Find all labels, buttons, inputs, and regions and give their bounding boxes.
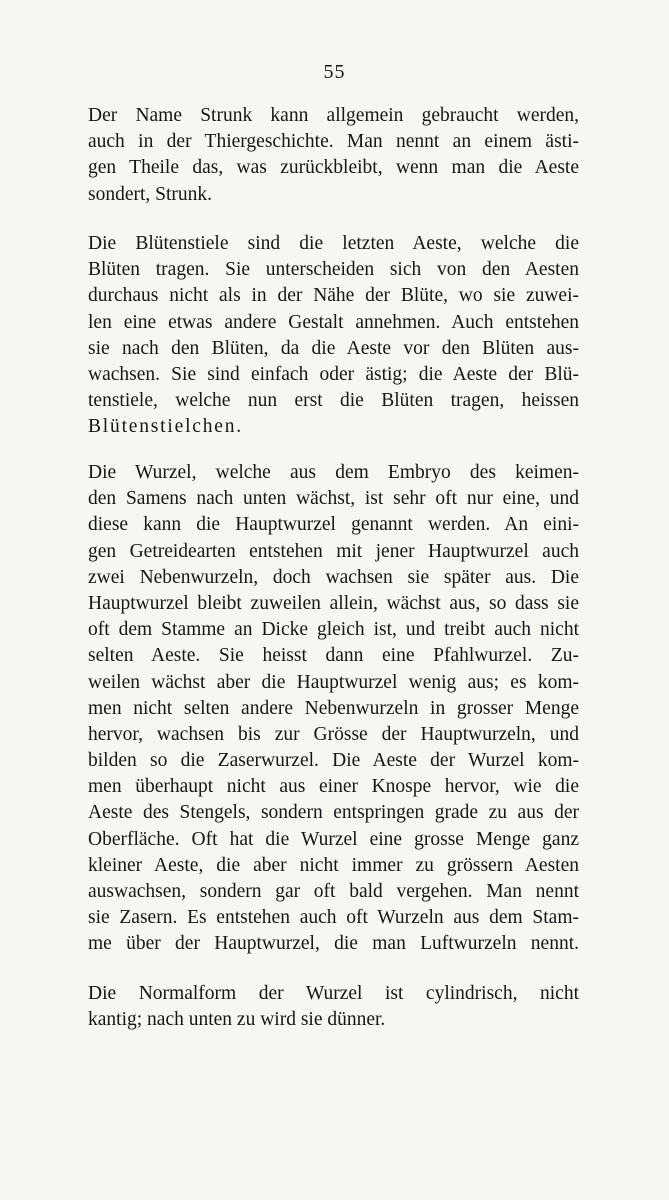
paragraph-normalform [88,981,579,1033]
text-line: Blütenstielchen. [88,416,243,438]
page-number: 55 [323,61,346,83]
text-line: Die Wurzel, welche aus dem Embryo des keimen- [88,462,579,483]
text-line: gen Theile das, was zurückbleibt, wenn man die Aeste [88,157,579,179]
text-line: me über der Hauptwurzel, die man Luftwurzeln nennt. [88,933,579,955]
text-line: Oberfläche. Oft hat die Wurzel eine grosse Menge ganz [88,828,579,850]
text-line: selten Aeste. Sie heisst dann eine Pfahlwurzel. Zu- [88,645,579,667]
text-line: weilen wächst aber die Hauptwurzel wenig aus; es kom- [88,671,579,693]
text-line: sie Zasern. Es entstehen auch oft Wurzeln aus dem Stam- [88,907,579,929]
text-line: Hauptwurzel bleibt zuweilen allein, wächst aus, so dass sie [88,592,579,614]
text-line: men überhaupt nicht aus einer Knospe hervor, wie die [88,776,579,798]
text-line: Die Blütenstiele sind die letzten Aeste, welche die [88,233,579,254]
text-line: men nicht selten andere Nebenwurzeln in grosser Menge [88,697,579,719]
text-line: durchaus nicht als in der Nähe der Blüte, wo sie zuwei- [88,285,579,307]
text-line: tenstiele, welche nun erst die Blüten tragen, heissen [88,390,579,412]
text-line: diese kann die Hauptwurzel genannt werden. An eini- [88,514,579,536]
text-line: hervor, wachsen bis zur Grösse der Hauptwurzeln, und [88,723,579,745]
paragraph-bluetenstiele [88,231,579,441]
text-line: den Samens nach unten wächst, ist sehr oft nur eine, und [88,488,579,510]
paragraph-strunk [88,103,579,208]
text-line: bilden so die Zaserwurzel. Die Aeste der Wurzel kom- [88,750,579,772]
text-line: auswachsen, sondern gar oft bald vergehen. Man nennt [88,881,579,902]
text-line: wachsen. Sie sind einfach oder ästig; die Aeste der Blü- [88,363,579,385]
text-line: sie nach den Blüten, da die Aeste vor den Blüten aus- [88,337,579,359]
text-line: gen Getreidearten entstehen mit jener Hauptwurzel auch [88,540,579,562]
paragraph-wurzel [88,460,579,958]
text-line: kantig; nach unten zu wird sie dünner. [88,1009,386,1031]
text-line: Blüten tragen. Sie unterscheiden sich von den Aesten [88,259,579,281]
text-line: auch in der Thiergeschichte. Man nennt an einem ästi- [88,131,579,153]
text-line: Der Name Strunk kann allgemein gebraucht werden, [88,105,579,126]
text-line: Aeste des Stengels, sondern entspringen grade zu aus der [88,802,579,824]
text-line: len eine etwas andere Gestalt annehmen. Auch entstehen [88,311,579,333]
text-line: Die Normalform der Wurzel ist cylindrisch, nicht [88,983,579,1004]
text-line: kleiner Aeste, die aber nicht immer zu grössern Aesten [88,854,579,876]
text-line: oft dem Stamme an Dicke gleich ist, und treibt auch nicht [88,619,579,641]
text-line: zwei Nebenwurzeln, doch wachsen sie später aus. Die [88,566,579,588]
text-line: sondert, Strunk. [88,183,213,205]
